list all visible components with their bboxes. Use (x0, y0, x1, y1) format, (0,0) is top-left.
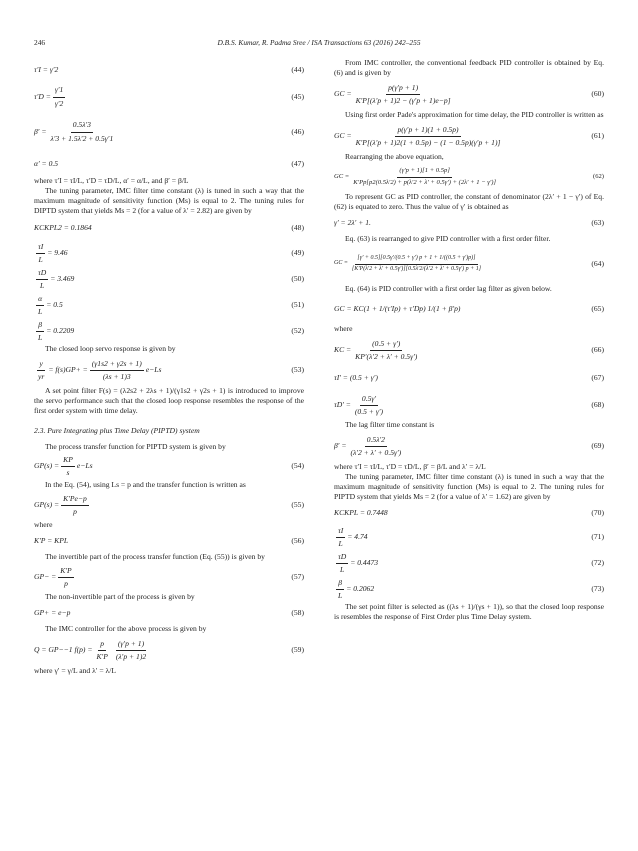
equation-55: GP(s) = $\frac{K'Pe-p}{p}$ (55) (34, 493, 304, 516)
equation-71: $\frac{\tau I}{L}$ = 4.74 (71) (338, 525, 604, 548)
equation-number: (45) (291, 91, 304, 101)
right-column (334, 58, 604, 622)
equation-66: KC = $\frac{(0.5 + \gamma')}{KP'(\lambda'2 + \lambda' + 0.5\gamma')}$ (66) (334, 338, 604, 361)
equation-number: (55) (291, 500, 304, 510)
equation-number: (61) (591, 131, 604, 141)
section-heading: 2.3. Pure Integrating plus Time Delay (PIPTD) system (34, 426, 200, 436)
equation-number: (68) (591, 400, 604, 410)
equation-number: (62) (593, 172, 604, 180)
equation-number: (50) (291, 274, 304, 284)
equation-72: $\frac{\tau D}{L}$ = 0.4473 (72) (338, 551, 604, 574)
equation-67: τI′ = (0.5 + γ′) (67) (334, 373, 604, 383)
equation-number: (49) (291, 248, 304, 258)
equation-number: (73) (591, 584, 604, 594)
equation-number: (48) (291, 223, 304, 233)
equation-number: (66) (591, 345, 604, 355)
equation-number: (52) (291, 326, 304, 336)
equation-69: β′ = $\frac{0.5\lambda'2}{(\lambda'2 + \lambda' + 0.5\gamma')}$ (69) (334, 434, 604, 457)
paragraph-where: where τ′I = τI/L, τ′D = τD/L, β′ = β/L and λ′ = λ/L (334, 462, 486, 472)
equation-60: GC = $\frac{p(\gamma'p + 1)}{K'P[(\lambda'p + 1)2 - (\gamma'p + 1)e-p]}$ (60) (334, 82, 604, 105)
equation-56: K′P = KPL (56) (34, 536, 304, 546)
equation-70: KCKPL = 0.7448 (70) (334, 508, 604, 518)
equation-number: (58) (291, 608, 304, 618)
paragraph-where: where (34, 520, 53, 530)
paragraph-eq54: In the Eq. (54), using Ls = p and the transfer function is written as (45, 480, 246, 490)
equation-number: (60) (591, 89, 604, 99)
equation-62: GC = $\frac{(\gamma'p + 1)[1 + 0.5p]}{K'Pp[p2(0.5\lambda'2) + p(\lambda'2 + \lambda' + 0.5\gamma') + (2\lambda' + 1 - \gamma')]}$ (62) (334, 166, 604, 186)
equation-53: $\frac{y}{yr}$ = f(s)GP+ = $\frac{(\gamma 1s2 + \gamma 2s + 1)}{(\lambda s + 1)3}$ e−Ls (53) (38, 358, 304, 381)
equation-number: (72) (591, 558, 604, 568)
paragraph-tuning-dipted: The tuning parameter, IMC filter time constant (λ) is tuned in such a way that the maximum magnitude of sensitivity function (Ms) is equal to 2. The tuning rules for DIPTD system that yields Ms = 2 (for a value of λ′ = 2.82) are given by (34, 186, 304, 216)
equation-51: $\frac{\alpha}{L}$ = 0.5 (51) (38, 293, 304, 316)
paragraph-invertible: The invertible part of the process transfer function (Eq. (55)) is given by (45, 552, 265, 562)
paragraph-lag-filter: The lag filter time constant is (345, 420, 435, 430)
equation-number: (57) (291, 572, 304, 582)
equation-52: $\frac{\beta}{L}$ = 0.2209 (52) (38, 319, 304, 342)
equation-number: (67) (591, 373, 604, 383)
page-header (34, 38, 604, 50)
paragraph-tuning-piptd: The tuning parameter, IMC filter time constant (λ) is tuned in such a way that the maximum magnitude of sensitivity function (Ms) is equal to 2. The tuning rules for PIPTD system that yields Ms = 2 (for a value of λ′ = 1.62) are given by (334, 472, 604, 502)
paragraph-process-tf: The process transfer function for PIPTD system is given by (45, 442, 226, 452)
equation-number: (51) (291, 300, 304, 310)
equation-68: τD′ = $\frac{0.5\gamma'}{(0.5 + \gamma')}$ (68) (334, 393, 604, 416)
equation-59: Q = GP−−1 f(p) = $\frac{p}{K'P}$ $\frac{(\gamma'p + 1)}{(\lambda'p + 1)2}$ (59) (34, 638, 304, 661)
equation-number: (63) (591, 218, 604, 228)
paragraph-where: where τ′I = τI/L, τ′D = τD/L, α′ = α/L, and β′ = β/L (34, 176, 189, 185)
paragraph-where: where (334, 324, 353, 334)
equation-45: τ′D = $\frac{\gamma'1}{\gamma'2}$ (45) (34, 85, 304, 108)
left-column (34, 58, 304, 676)
paragraph-eq63: Eq. (63) is rearranged to give PID controller with a first order filter. (345, 234, 551, 244)
equation-number: (44) (291, 64, 304, 74)
paragraph-represent: To represent GC as PID controller, the constant of denominator (2λ′ + 1 − γ′) of Eq. (62) is equated to zero. Thus the value of γ′ is obtained as (334, 192, 604, 212)
equation-50: $\frac{\tau D}{L}$ = 3.469 (50) (38, 267, 304, 290)
equation-63: γ′ = 2λ′ + 1. (63) (334, 218, 604, 228)
equation-number: (59) (291, 645, 304, 655)
paragraph-closed-loop: The closed loop servo response is given by (45, 344, 176, 354)
equation-47: α′ = 0.5 (47) (34, 158, 304, 168)
paragraph-setpoint-selected: The set point filter is selected as ((λs + 1)/(γs + 1)), so that the closed loop response is resembles the response of First Order plus Time Delay system. (334, 602, 604, 622)
equation-54: GP(s) = $\frac{KP}{s}$ e−Ls (54) (34, 454, 304, 477)
equation-number: (53) (291, 365, 304, 375)
paragraph-eq64: Eq. (64) is PID controller with a first order lag filter as given below. (345, 284, 552, 294)
equation-73: $\frac{\beta}{L}$ = 0.2062 (73) (338, 577, 604, 600)
paragraph-rearranging: Rearranging the above equation, (345, 152, 444, 162)
equation-44: τ′I = γ′2 (44) (34, 64, 304, 74)
equation-number: (65) (591, 304, 604, 314)
equation-number: (47) (291, 158, 304, 168)
paragraph-where: where γ′ = γ/L and λ′ = λ/L (34, 666, 116, 676)
equation-number: (71) (591, 532, 604, 542)
equation-49: $\frac{\tau I}{L}$ = 9.46 (49) (38, 241, 304, 264)
equation-64: GC = $\frac{[\gamma' + 0.5][0.5\gamma'/(0.5 + \gamma') p + 1 + 1/((0.5 + \gamma')p)]}{[K'P(\lambda'2 + \lambda' + 0.5\gamma')][0.5\lambda'2/(\lambda'2 + \lambda' + 0.5\gamma') p + 1]}$ (64) (334, 254, 604, 272)
equation-number: (70) (591, 508, 604, 518)
paragraph-imc: The IMC controller for the above process is given by (45, 624, 207, 634)
equation-number: (64) (591, 259, 604, 269)
paragraph-setpoint-filter: A set point filter F(s) = (λ2s2 + 2λs + 1)/(γ1s2 + γ2s + 1) is introduced to improve the servo performance such that the closed loop response resembles the response of the first order system with time delay. (34, 386, 304, 416)
equation-number: (54) (291, 461, 304, 471)
equation-number: (69) (591, 441, 604, 451)
equation-48: KCKPL2 = 0.1864 (48) (34, 223, 304, 233)
paragraph-pade: Using first order Pade's approximation for time delay, the PID controller is written as (345, 110, 604, 120)
equation-number: (46) (291, 126, 304, 136)
equation-58: GP+ = e−p (58) (34, 608, 304, 618)
equation-65: GC = KC(1 + 1/(τ′Ip) + τ′Dp) 1/(1 + β′p) (65) (334, 304, 604, 314)
page-number: 246 (34, 38, 46, 47)
equation-46: β′ = $\frac{0.5\lambda'3}{\lambda'3 + 1.5\lambda'2 + 0.5\gamma'1}$ (46) (34, 120, 304, 143)
paragraph-noninvertible: The non-invertible part of the process is given by (45, 592, 195, 602)
equation-61: GC = $\frac{p(\gamma'p + 1)(1 + 0.5p)}{K'P[(\lambda'p + 1)2(1 + 0.5p) - (1 - 0.5p)(\gamma'p + 1)]}$ (61) (334, 124, 604, 147)
equation-57: GP− = $\frac{K'P}{p}$ (57) (34, 565, 304, 588)
paragraph-from-imc: From IMC controller, the conventional feedback PID controller is obtained by Eq. (6) and is given by (334, 58, 604, 78)
running-head: D.B.S. Kumar, R. Padma Sree / ISA Transactions 63 (2016) 242–255 (217, 38, 421, 47)
equation-number: (56) (291, 536, 304, 546)
